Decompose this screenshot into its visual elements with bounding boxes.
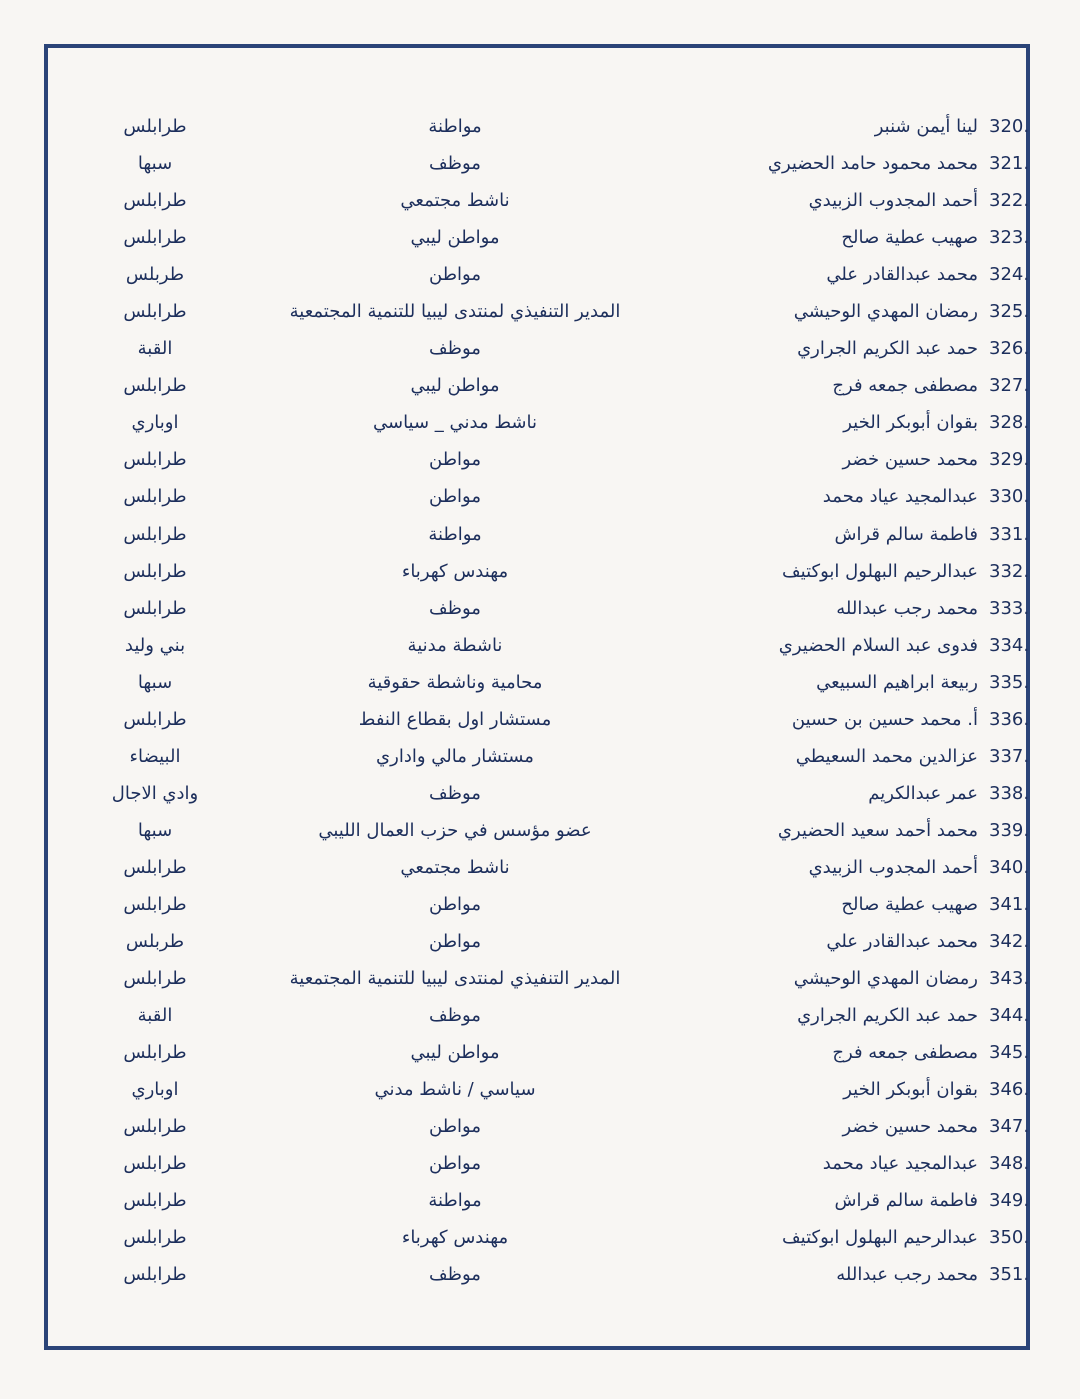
person-city: طرابلس	[123, 486, 187, 508]
person-name: حمد عبد الكريم الجراري	[797, 338, 978, 360]
person-city: طرابلس	[123, 375, 187, 397]
person-city: طرابلس	[123, 1153, 187, 1175]
person-name: محمد عبدالقادر علي	[826, 931, 978, 953]
list-item	[0, 664, 1080, 701]
person-city: طرابلس	[123, 856, 187, 878]
person-title: مواطنة	[428, 523, 482, 545]
list-item	[0, 367, 1080, 404]
entry-number: 336.	[989, 708, 1030, 730]
list-item	[0, 775, 1080, 812]
person-name: مصطفى جمعه فرج	[832, 375, 978, 397]
person-city: طرابلس	[123, 597, 187, 619]
person-name: بقوان أبوبكر الخير	[843, 412, 978, 434]
person-name: محمد عبدالقادر علي	[826, 264, 978, 286]
person-city: طرابلس	[123, 1190, 187, 1212]
person-city: اوباري	[131, 1079, 179, 1101]
person-name: أ. محمد حسين بن حسين	[791, 708, 978, 730]
person-title: مواطن	[429, 486, 481, 508]
list-item	[0, 553, 1080, 590]
entry-number: 329.	[989, 449, 1030, 471]
person-city: طرابلس	[123, 560, 187, 582]
person-title: عضو مؤسس في حزب العمال الليبي	[318, 819, 592, 841]
list-item	[0, 923, 1080, 960]
person-name: رمضان المهدي الوحيشي	[793, 968, 978, 990]
person-title: موظف	[429, 782, 481, 804]
list-item	[0, 590, 1080, 627]
person-city: سبها	[137, 153, 173, 175]
person-name: محمد رجب عبدالله	[836, 1264, 978, 1286]
person-title: المدير التنفيذي لمنتدى ليبيا للتنمية المجتمعية	[289, 301, 621, 323]
entry-number: 331.	[989, 523, 1030, 545]
person-name: حمد عبد الكريم الجراري	[797, 1005, 978, 1027]
person-city: وادي الاجال	[111, 782, 199, 804]
person-city: طربلس	[125, 264, 185, 286]
person-city: طرابلس	[123, 190, 187, 212]
person-name: محمد حسين خضر	[842, 1116, 978, 1138]
person-name: عمر عبدالكريم	[868, 782, 978, 804]
list-item	[0, 108, 1080, 145]
person-name: فدوى عبد السلام الحضيري	[778, 634, 978, 656]
entry-number: 345.	[989, 1042, 1030, 1064]
person-title: مهندس كهرباء	[401, 1227, 509, 1249]
person-title: موظف	[429, 338, 481, 360]
person-title: ناشط مجتمعي	[400, 190, 510, 212]
list-item	[0, 701, 1080, 738]
list-item	[0, 738, 1080, 775]
list-item	[0, 516, 1080, 553]
person-title: موظف	[429, 153, 481, 175]
entry-number: 325.	[989, 301, 1030, 323]
list-item	[0, 997, 1080, 1034]
entry-number: 320.	[989, 116, 1030, 137]
person-name: رمضان المهدي الوحيشي	[793, 301, 978, 323]
person-title: مواطن ليبي	[410, 375, 500, 397]
signatories-list	[0, 108, 1080, 1294]
person-name: عبدالمجيد عياد محمد	[822, 1153, 978, 1175]
entry-number: 349.	[989, 1190, 1030, 1212]
person-name: محمد حسين خضر	[842, 449, 978, 471]
person-title: ناشط مدني _ سياسي	[372, 412, 538, 434]
entry-number: 350.	[989, 1227, 1030, 1249]
person-city: طرابلس	[123, 708, 187, 730]
entry-number: 335.	[989, 671, 1030, 693]
list-item	[0, 849, 1080, 886]
entry-number: 334.	[989, 634, 1030, 656]
entry-number: 326.	[989, 338, 1030, 360]
entry-number: 341.	[989, 893, 1030, 915]
entry-number: 338.	[989, 782, 1030, 804]
entry-number: 327.	[989, 375, 1030, 397]
entry-number: 342.	[989, 931, 1030, 953]
person-name: فاطمة سالم قراش	[834, 523, 978, 545]
entry-number: 343.	[989, 968, 1030, 990]
list-item	[0, 182, 1080, 219]
person-city: سبها	[137, 671, 173, 693]
person-name: عبدالرحيم البهلول ابوكتيف	[782, 560, 978, 582]
person-city: طرابلس	[123, 1264, 187, 1286]
person-city: اوباري	[131, 412, 179, 434]
person-title: مواطنة	[428, 1190, 482, 1212]
person-title: مواطن ليبي	[410, 1042, 500, 1064]
person-city: البيضاء	[129, 745, 181, 767]
person-city: طرابلس	[123, 1042, 187, 1064]
list-item	[0, 1256, 1080, 1293]
entry-number: 351.	[989, 1264, 1030, 1286]
entry-number: 323.	[989, 227, 1030, 249]
entry-number: 337.	[989, 745, 1030, 767]
entry-number: 324.	[989, 264, 1030, 286]
list-item	[0, 256, 1080, 293]
person-city: طرابلس	[123, 893, 187, 915]
list-item	[0, 886, 1080, 923]
list-item	[0, 404, 1080, 441]
person-name: أحمد المجدوب الزبيدي	[808, 190, 978, 212]
entry-number: 328.	[989, 412, 1030, 434]
person-title: مستشار مالي واداري	[376, 745, 534, 767]
person-city: طرابلس	[123, 1116, 187, 1138]
entry-number: 347.	[989, 1116, 1030, 1138]
list-item	[0, 812, 1080, 849]
entry-number: 344.	[989, 1005, 1030, 1027]
person-title: مواطن	[429, 1116, 481, 1138]
list-item	[0, 1219, 1080, 1256]
person-title: محامية وناشطة حقوقية	[367, 671, 543, 693]
person-city: طرابلس	[123, 449, 187, 471]
entry-number: 340.	[989, 856, 1030, 878]
entry-number: 322.	[989, 190, 1030, 212]
person-title: موظف	[429, 1005, 481, 1027]
list-item	[0, 441, 1080, 478]
entry-number: 332.	[989, 560, 1030, 582]
person-name: لينا أيمن شنبر	[874, 116, 978, 137]
entry-number: 321.	[989, 153, 1030, 175]
person-name: أحمد المجدوب الزبيدي	[808, 856, 978, 878]
person-name: مصطفى جمعه فرج	[832, 1042, 978, 1064]
person-city: القبة	[137, 1005, 173, 1027]
person-city: سبها	[137, 819, 173, 841]
list-item	[0, 1034, 1080, 1071]
person-title: مواطنة	[428, 116, 482, 137]
person-title: مواطن	[429, 1153, 481, 1175]
entry-number: 339.	[989, 819, 1030, 841]
person-title: مستشار اول بقطاع النفط	[358, 708, 552, 730]
person-title: مهندس كهرباء	[401, 560, 509, 582]
person-name: بقوان أبوبكر الخير	[843, 1079, 978, 1101]
person-title: ناشطة مدنية	[407, 634, 503, 656]
list-item	[0, 627, 1080, 664]
person-name: ربيعة ابراهيم السبيعي	[816, 671, 978, 693]
entry-number: 333.	[989, 597, 1030, 619]
person-title: مواطن	[429, 893, 481, 915]
person-title: ناشط مجتمعي	[400, 856, 510, 878]
person-city: طرابلس	[123, 968, 187, 990]
list-item	[0, 145, 1080, 182]
list-item	[0, 293, 1080, 330]
person-name: فاطمة سالم قراش	[834, 1190, 978, 1212]
list-item	[0, 1071, 1080, 1108]
person-city: طرابلس	[123, 1227, 187, 1249]
person-title: مواطن	[429, 449, 481, 471]
person-name: محمد أحمد سعيد الحضيري	[777, 819, 978, 841]
entry-number: 346.	[989, 1079, 1030, 1101]
entry-number: 330.	[989, 486, 1030, 508]
person-title: مواطن ليبي	[410, 227, 500, 249]
person-name: محمد رجب عبدالله	[836, 597, 978, 619]
person-name: صهيب عطية صالح	[841, 227, 978, 249]
list-item	[0, 1145, 1080, 1182]
person-title: مواطن	[429, 931, 481, 953]
person-city: طرابلس	[123, 301, 187, 323]
list-item	[0, 478, 1080, 515]
person-name: محمد محمود حامد الحضيري	[767, 153, 978, 175]
entry-number: 348.	[989, 1153, 1030, 1175]
person-name: عزالدين محمد السعيطي	[795, 745, 978, 767]
person-title: سياسي / ناشط مدني	[374, 1079, 536, 1101]
person-city: بني وليد	[124, 634, 186, 656]
person-name: عبدالمجيد عياد محمد	[822, 486, 978, 508]
person-title: المدير التنفيذي لمنتدى ليبيا للتنمية المجتمعية	[289, 968, 621, 990]
person-name: عبدالرحيم البهلول ابوكتيف	[782, 1227, 978, 1249]
person-name: صهيب عطية صالح	[841, 893, 978, 915]
person-city: طرابلس	[123, 227, 187, 249]
person-city: طرابلس	[123, 523, 187, 545]
list-item	[0, 1182, 1080, 1219]
person-city: طربلس	[125, 931, 185, 953]
list-item	[0, 219, 1080, 256]
person-title: مواطن	[429, 264, 481, 286]
list-item	[0, 960, 1080, 997]
person-city: القبة	[137, 338, 173, 360]
person-city: طرابلس	[123, 116, 187, 137]
person-title: موظف	[429, 1264, 481, 1286]
list-item	[0, 1108, 1080, 1145]
person-title: موظف	[429, 597, 481, 619]
list-item	[0, 330, 1080, 367]
